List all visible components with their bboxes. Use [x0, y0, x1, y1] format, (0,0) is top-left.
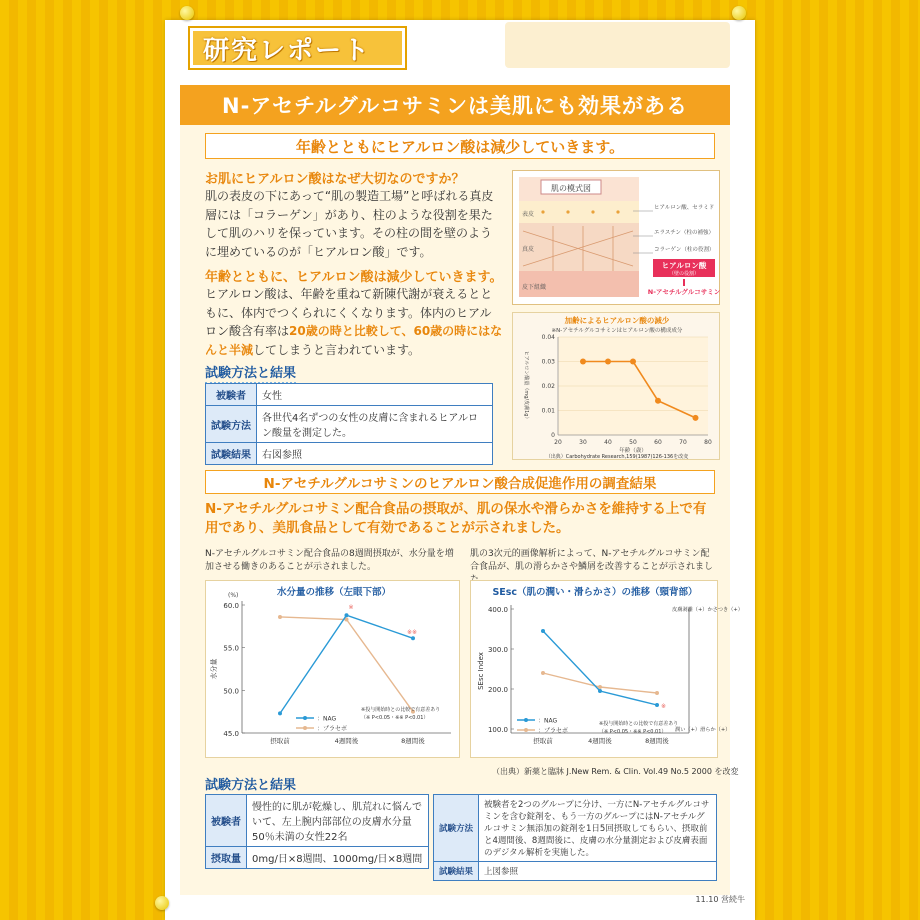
- y-tick-label: 200.0: [487, 686, 508, 694]
- table-row: [206, 847, 429, 869]
- ha-sublabel: （壁の役割）: [668, 271, 700, 277]
- data-point: [655, 703, 659, 707]
- chart-hyaluronic-decrease: [512, 312, 720, 460]
- layer-label: 真皮: [522, 246, 535, 253]
- legend-marker: [524, 728, 528, 732]
- y-tick-label: 100.0: [487, 726, 508, 734]
- right-description: 肌の3次元的画像解析によって、N-アセチルグルコサミン配合食品が、肌の滑らかさや鱗屑を改善することが示されまし: [470, 549, 714, 572]
- chart-note: ※N-アセチルグルコサミンはヒアルロン酸の構成成分: [551, 328, 683, 334]
- data-point: [655, 691, 659, 695]
- paragraph-1: 肌の表皮の下にあって“肌の製造工場”と呼ばれる真皮層には「コラーゲン」があり、柱のような役割を果たして肌のハリを保っています。その柱の間を壁のように埋めているのが「ヒアルロン酸」です。: [205, 189, 494, 259]
- y-tick-label: 55.0: [223, 644, 239, 653]
- subtitle-2: [205, 470, 715, 494]
- axis-annotation-top: 皮膚剥離（+）かさつき（+）: [672, 607, 743, 613]
- table-key: 試験方法: [206, 406, 257, 443]
- chart-title: SEsc（肌の潤い・滑らかさ）の推移（頸背部）: [492, 587, 698, 598]
- ha-label: ヒアルロン酸: [661, 261, 707, 270]
- data-point: [655, 398, 661, 404]
- footer-code: 11.10 営続牛: [695, 895, 745, 904]
- table-value: 女性: [257, 384, 493, 406]
- method-title-2: 試験方法と結果: [205, 774, 296, 796]
- data-point: [693, 415, 699, 421]
- method-title-1: 試験方法と結果: [205, 362, 296, 384]
- y-axis-label: 水分量: [210, 658, 218, 680]
- paragraph-2: ヒアルロン酸は、年齢を重ねて新陳代謝が衰えるとともに、体内でつくられにくくなります。体内のヒアルロン酸含有率は20歳の時と比較して、60歳の時にはなんと半減してしまうと言われています。: [205, 287, 503, 357]
- x-axis-label: 年齢（歳）: [619, 448, 647, 454]
- question-heading-2: 年齢とともに、ヒアルロン酸は減少していきます。: [205, 270, 503, 285]
- diagram-label: エラスチン（柱の補強）: [654, 230, 714, 236]
- x-tick-label: 30: [579, 439, 587, 446]
- table-key: 試験結果: [434, 862, 479, 881]
- table-key: 試験方法: [434, 795, 479, 862]
- y-unit: (%): [228, 592, 239, 599]
- y-tick-label: 60.0: [223, 602, 239, 610]
- table-row: [206, 443, 493, 465]
- series-line: [280, 615, 413, 713]
- data-point: [411, 636, 415, 640]
- legend-label: ：NAG: [538, 717, 558, 725]
- left-description: N-アセチルグルコサミン配合食品の8週間摂取が、水分量を増加させる働きのあることが示されました。: [205, 549, 454, 572]
- y-tick-label: 45.0: [223, 730, 239, 738]
- x-tick-label: 摂取前: [270, 737, 290, 745]
- layer-label: 表皮: [522, 211, 535, 218]
- table-key: 試験結果: [206, 443, 257, 465]
- legend-label: ：NAG: [317, 715, 337, 723]
- main-title: N-アセチルグルコサミンは美肌にも効果がある: [222, 94, 688, 118]
- y-tick-label: 50.0: [223, 687, 239, 696]
- section-title-badge: [190, 28, 405, 68]
- chart-sesc-svg: [471, 581, 743, 759]
- legend-label: ：プラセボ: [538, 727, 569, 735]
- skin-diagram-svg: [513, 171, 721, 306]
- data-point: [278, 711, 282, 715]
- method-table-right: [433, 794, 717, 881]
- y-tick-label: 0: [551, 432, 555, 439]
- subtitle-1: [205, 133, 715, 159]
- table-value: 慢性的に肌が乾燥し、肌荒れに悩んでいて、左上腕内部部位の皮膚水分量50％未満の女性22名: [247, 795, 429, 847]
- chart-hyaluronic-decrease-svg: [513, 313, 721, 461]
- chart-note: （※ P<0.05・※※ P<0.01）: [599, 729, 667, 735]
- x-tick-label: 60: [654, 439, 662, 446]
- y-tick-label: 0.02: [541, 383, 555, 390]
- chart-sesc: [470, 580, 743, 758]
- table-value: 上図参照: [479, 862, 717, 881]
- subtitle-2-text: N-アセチルグルコサミンのヒアルロン酸合成促進作用の調査結果: [263, 476, 657, 492]
- chart-source: （出典）Carbohydrate Research,159(1987)126-136を改変: [545, 454, 689, 460]
- background-ghost-title: [505, 22, 730, 68]
- main-title-band: [180, 85, 730, 125]
- chart-title: 水分量の推移（左眼下部）: [276, 587, 392, 598]
- pushpin-icon: [180, 6, 194, 20]
- table-key: 被験者: [206, 384, 257, 406]
- table-row: [206, 795, 429, 847]
- legend-marker: [524, 718, 528, 722]
- significance-mark: ※※: [407, 629, 418, 637]
- table-value: 被験者を2つのグループに分け、一方にN-アセチルグルコサミンを含む錠剤を、もう一方のグループにはN-アセチルグルコサミン無添加の錠剤を1日5回摂取してもらい、摂取前と4週間後、8週間後に、皮膚の水分量測定および皮膚表面のデジタル解析を実施した。: [479, 795, 717, 862]
- table-value: 右図参照: [257, 443, 493, 465]
- y-tick-label: 0.01: [541, 407, 555, 415]
- skin-diagram: [512, 170, 720, 305]
- y-tick-label: 0.03: [541, 358, 555, 366]
- pushpin-icon: [155, 896, 169, 910]
- table-row: [206, 384, 493, 406]
- skin-diagram-title: 肌の模式図: [551, 184, 591, 193]
- x-tick-label: 40: [604, 439, 612, 446]
- diagram-label: ヒアルロン酸、セラミド: [654, 205, 715, 211]
- y-tick-label: 0.04: [541, 334, 555, 341]
- data-point: [278, 615, 282, 619]
- data-point: [598, 689, 602, 693]
- diagram-label: コラーゲン（柱の役割）: [654, 247, 715, 253]
- x-tick-label: 4週間後: [588, 737, 612, 745]
- data-point: [345, 613, 349, 617]
- x-tick-label: 80: [704, 439, 712, 446]
- table-row: [434, 795, 717, 862]
- x-tick-label: 20: [554, 439, 562, 446]
- y-axis-label: ヒアルロン酸量（mg/皮膚1g）: [523, 350, 529, 422]
- x-tick-label: 摂取前: [533, 737, 553, 745]
- series-line: [543, 631, 657, 705]
- chart-moisture: [205, 580, 460, 758]
- chart-moisture-svg: [206, 581, 461, 759]
- pushpin-icon: [732, 6, 746, 20]
- chart-title: 加齢によるヒアルロン酸の減少: [564, 316, 670, 325]
- table-key: 摂取量: [206, 847, 247, 869]
- source-citation: （出典）新薬と臨牀 J.New Rem. & Clin. Vol.49 No.5 2000 を改変: [492, 767, 739, 776]
- y-axis-label: SEsc Index: [477, 652, 485, 690]
- y-tick-label: 400.0: [487, 606, 508, 614]
- legend-marker: [303, 716, 307, 720]
- data-point: [541, 671, 545, 675]
- x-tick-label: 4週間後: [334, 737, 359, 745]
- data-point: [630, 359, 636, 365]
- subtitle-1-text: 年齢とともにヒアルロン酸は減少していきます。: [295, 137, 625, 156]
- layer-label: 皮下組織: [522, 284, 547, 291]
- x-tick-label: 50: [629, 439, 637, 446]
- legend-marker: [303, 726, 307, 730]
- axis-annotation-bottom: 潤い（+）滑らか（+）: [675, 727, 731, 733]
- nag-label: N-アセチルグルコサミン: [647, 288, 721, 296]
- table-row: [434, 862, 717, 881]
- significance-mark: ※: [348, 604, 354, 611]
- table-key: 被験者: [206, 795, 247, 847]
- section-title: 研究レポート: [203, 35, 372, 66]
- significance-mark: ※: [661, 703, 667, 710]
- data-point: [605, 359, 611, 365]
- data-point: [541, 629, 545, 633]
- lead-text: N-アセチルグルコサミン配合食品の摂取が、肌の保水や滑らかさを維持する上で有用であり、美肌食品として有効であることが示されました。: [205, 501, 707, 536]
- table-row: [206, 406, 493, 443]
- table-value: 0mg/日×8週間、1000mg/日×8週間: [247, 847, 429, 869]
- method-table-left: [205, 794, 429, 869]
- question-heading-1: お肌にヒアルロン酸はなぜ大切なのですか？: [205, 172, 465, 187]
- method-table-1: [205, 383, 493, 465]
- table-value: 各世代4名ずつの女性の皮膚に含まれるヒアルロン酸量を測定した。: [257, 406, 493, 443]
- x-tick-label: 8週間後: [401, 737, 425, 745]
- x-tick-label: 8週間後: [645, 737, 669, 745]
- x-tick-label: 70: [679, 439, 687, 446]
- chart-note: ※投与開始時との比較で有意差あり: [599, 721, 679, 727]
- data-point: [598, 685, 602, 689]
- y-tick-label: 300.0: [487, 646, 508, 654]
- legend-label: ：プラセボ: [317, 725, 348, 733]
- chart-note: （※ P<0.05・※※ P<0.01）: [361, 715, 429, 721]
- chart-note: ※投与開始時との比較で有意差あり: [361, 707, 441, 713]
- data-point: [580, 359, 586, 365]
